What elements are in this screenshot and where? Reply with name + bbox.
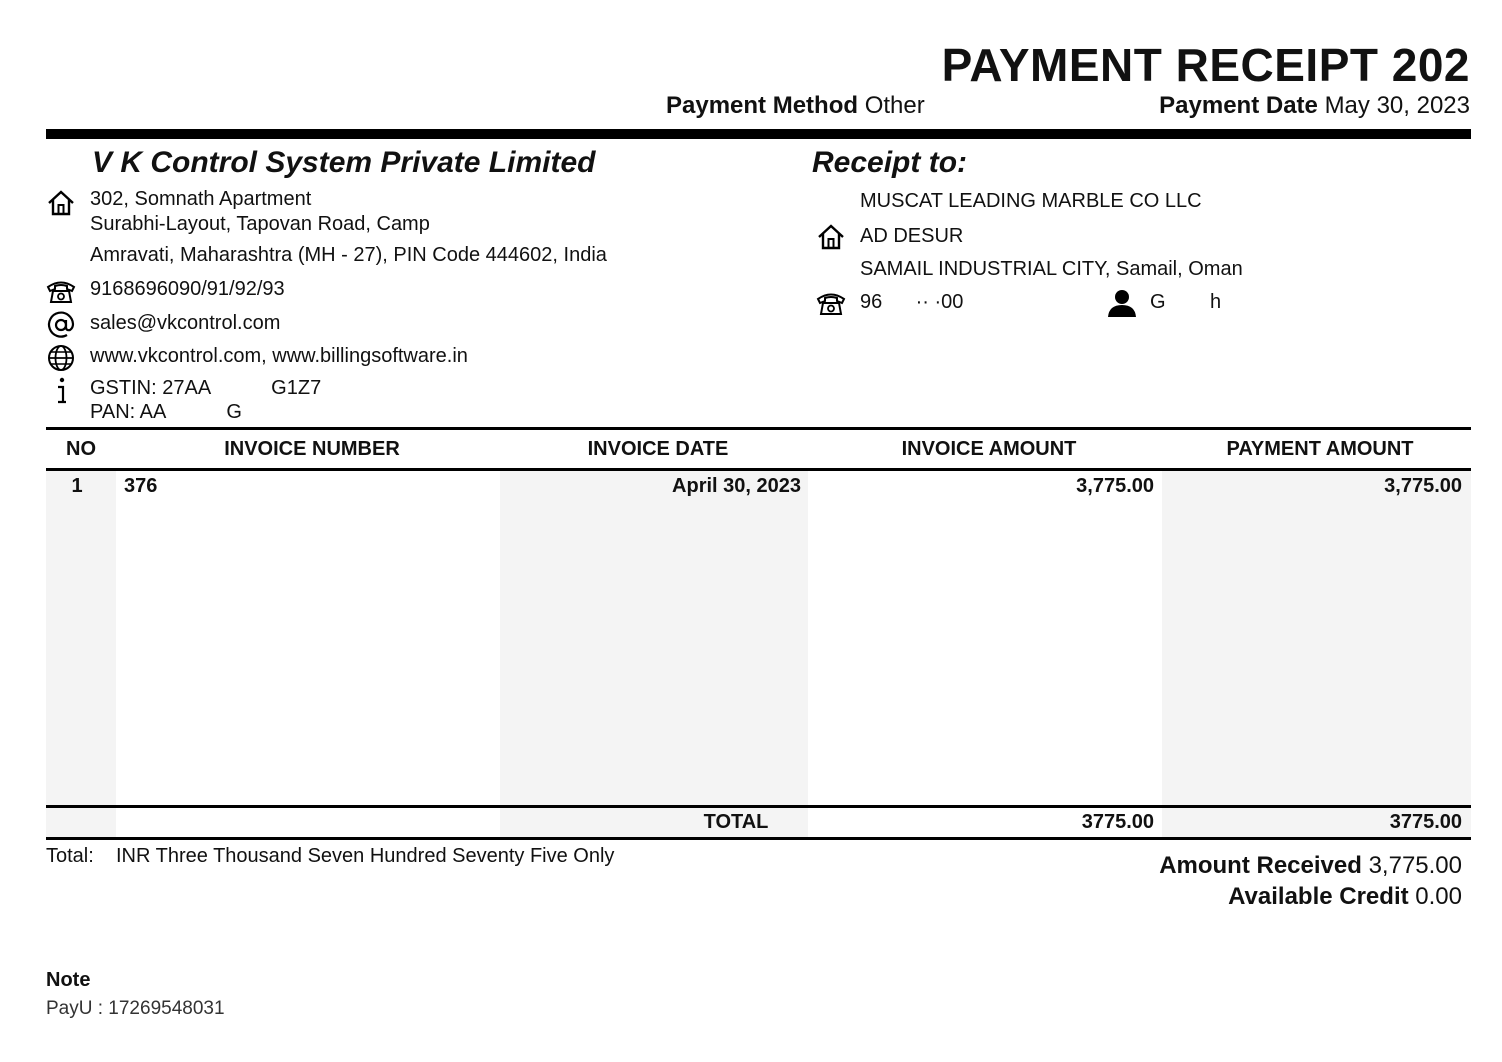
user-icon [1107, 288, 1137, 318]
seller-phone: 9168696090/91/92/93 [90, 278, 285, 300]
available-credit-label: Available Credit [1228, 883, 1409, 910]
column-header-invoice-number: INVOICE NUMBER [224, 438, 400, 460]
total-in-words-label: Total: [46, 845, 94, 867]
amount-received [1159, 852, 1462, 880]
column-header-payment-amount: PAYMENT AMOUNT [1226, 438, 1414, 460]
payment-date-label: Payment Date [1159, 92, 1318, 119]
seller-gstin: GSTIN: 27AA G1Z7 [90, 377, 322, 399]
row-invoice-date: April 30, 2023 [672, 475, 801, 497]
seller-website: www.vkcontrol.com, www.billingsoftware.in [90, 345, 468, 367]
receipt-to-heading: Receipt to: [812, 146, 968, 179]
payment-date [1159, 92, 1470, 120]
note-label: Note [46, 969, 91, 991]
home-icon [816, 222, 846, 252]
buyer-contact: G h [1150, 291, 1222, 313]
seller-address-line3: Amravati, Maharashtra (MH - 27), PIN Code 444602, India [90, 244, 607, 266]
payment-method [666, 92, 925, 120]
payment-method-label: Payment Method [666, 92, 859, 119]
row-payment-amount: 3,775.00 [1384, 475, 1462, 497]
buyer-name: MUSCAT LEADING MARBLE CO LLC [860, 190, 1202, 212]
phone-icon [816, 288, 846, 318]
info-icon [46, 376, 76, 406]
table-bottom-rule [46, 837, 1471, 840]
total-payment-amount: 3775.00 [1389, 811, 1462, 833]
column-header-invoice-date: INVOICE DATE [587, 438, 729, 460]
at-icon [46, 310, 76, 340]
payment-method-value: Other [864, 92, 925, 119]
row-invoice-amount: 3,775.00 [1076, 475, 1154, 497]
row-no: 1 [71, 475, 83, 497]
seller-address-line1: 302, Somnath Apartment [90, 188, 312, 210]
home-icon [46, 188, 76, 218]
amount-received-label: Amount Received [1159, 852, 1362, 879]
column-shade-invoice-date [500, 471, 808, 805]
available-credit [1228, 883, 1462, 911]
available-credit-value: 0.00 [1415, 883, 1462, 910]
buyer-address-line1: AD DESUR [860, 225, 964, 247]
buyer-phone: 96 ·· ·00 [860, 291, 964, 313]
amount-received-value: 3,775.00 [1368, 852, 1462, 879]
payment-date-value: May 30, 2023 [1324, 92, 1470, 119]
phone-icon [46, 276, 76, 306]
total-in-words: INR Three Thousand Seven Hundred Seventy Five Only [116, 845, 615, 867]
column-header-no: NO [66, 438, 96, 460]
note-value: PayU : 17269548031 [46, 998, 225, 1019]
total-shade-no [46, 808, 116, 837]
seller-pan: PAN: AA G [90, 401, 242, 423]
seller-address-line2: Surabhi-Layout, Tapovan Road, Camp [90, 213, 430, 235]
column-header-invoice-amount: INVOICE AMOUNT [901, 438, 1077, 460]
table-total-rule [46, 805, 1471, 808]
seller-email: sales@vkcontrol.com [90, 312, 281, 334]
seller-name: V K Control System Private Limited [92, 146, 596, 179]
table-top-rule [46, 427, 1471, 430]
globe-icon [46, 343, 76, 373]
header-divider [46, 129, 1471, 139]
row-invoice-number: 376 [124, 475, 158, 497]
buyer-address-line2: SAMAIL INDUSTRIAL CITY, Samail, Oman [860, 258, 1243, 280]
page-title: PAYMENT RECEIPT 202 [941, 39, 1470, 91]
total-invoice-amount: 3775.00 [1081, 811, 1154, 833]
total-label: TOTAL [703, 811, 769, 833]
column-shade-payment-amount [1162, 471, 1471, 805]
column-shade-no [46, 471, 116, 805]
